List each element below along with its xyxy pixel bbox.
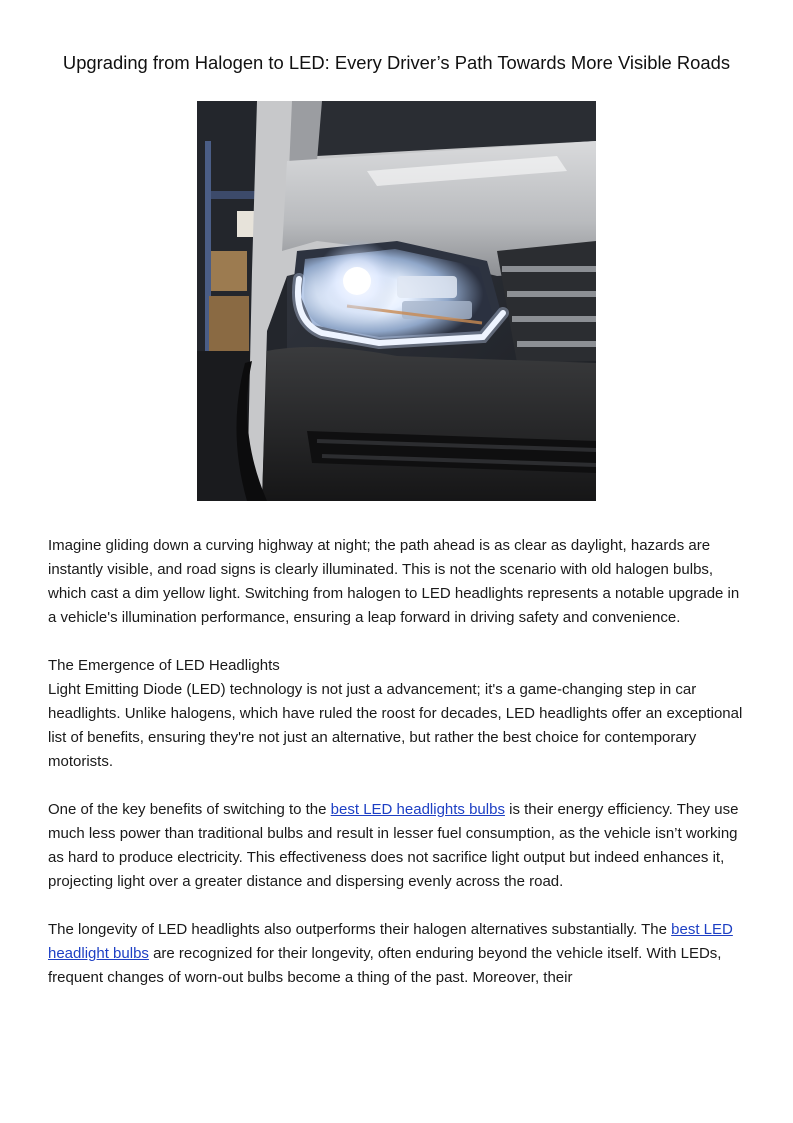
energy-efficiency-paragraph — [48, 798, 748, 894]
longevity-text-after: are recognized for their longevity, often enduring beyond the vehicle itself. With LEDs, frequent changes of worn-out bulbs become a thing of the past. Moreover, their — [48, 945, 722, 986]
best-led-headlights-bulbs-link[interactable]: best LED headlights bulbs — [330, 801, 505, 818]
headlight-illustration — [197, 101, 596, 501]
page-title: Upgrading from Halogen to LED: Every Driver’s Path Towards More Visible Roads — [62, 52, 731, 73]
energy-text-before: One of the key benefits of switching to the — [48, 801, 331, 818]
headlight-photo — [197, 101, 596, 501]
longevity-paragraph — [48, 918, 748, 990]
led-emergence-paragraph: Light Emitting Diode (LED) technology is not just a advancement; it's a game-changing step in car headlights. Unlike halogens, which have ruled the roost for decades, LED headlights offer an exceptional list of benefits, ensuring they're not just an alternative, but rather the best choice for contemporary motorists. — [48, 681, 743, 770]
section-heading: The Emergence of LED Headlights — [48, 657, 280, 674]
article-body — [48, 534, 748, 1014]
led-emergence-section — [48, 654, 748, 774]
energy-text-after: is their energy efficiency. They use much less power than traditional bulbs and result in lesser fuel consumption, as the vehicle isn’t working as hard to produce electricity. This effectiveness does not sacrifice light output but indeed enhances it, projecting light over a greater distance and dispersing evenly across the road. — [48, 801, 739, 890]
longevity-text-before: The longevity of LED headlights also outperforms their halogen alternatives substantially. The — [48, 921, 672, 938]
best-led-headlight-bulbs-link[interactable]: best LED headlight bulbs — [48, 921, 733, 962]
intro-paragraph: Imagine gliding down a curving highway at night; the path ahead is as clear as daylight, hazards are instantly visible, and road signs is clearly illuminated. This is not the scenario with old halogen bulbs, which cast a dim yellow light. Switching from halogen to LED headlights represents a notable upgrade in a vehicle's illumination performance, ensuring a leap forward in driving safety and convenience. — [48, 537, 740, 626]
